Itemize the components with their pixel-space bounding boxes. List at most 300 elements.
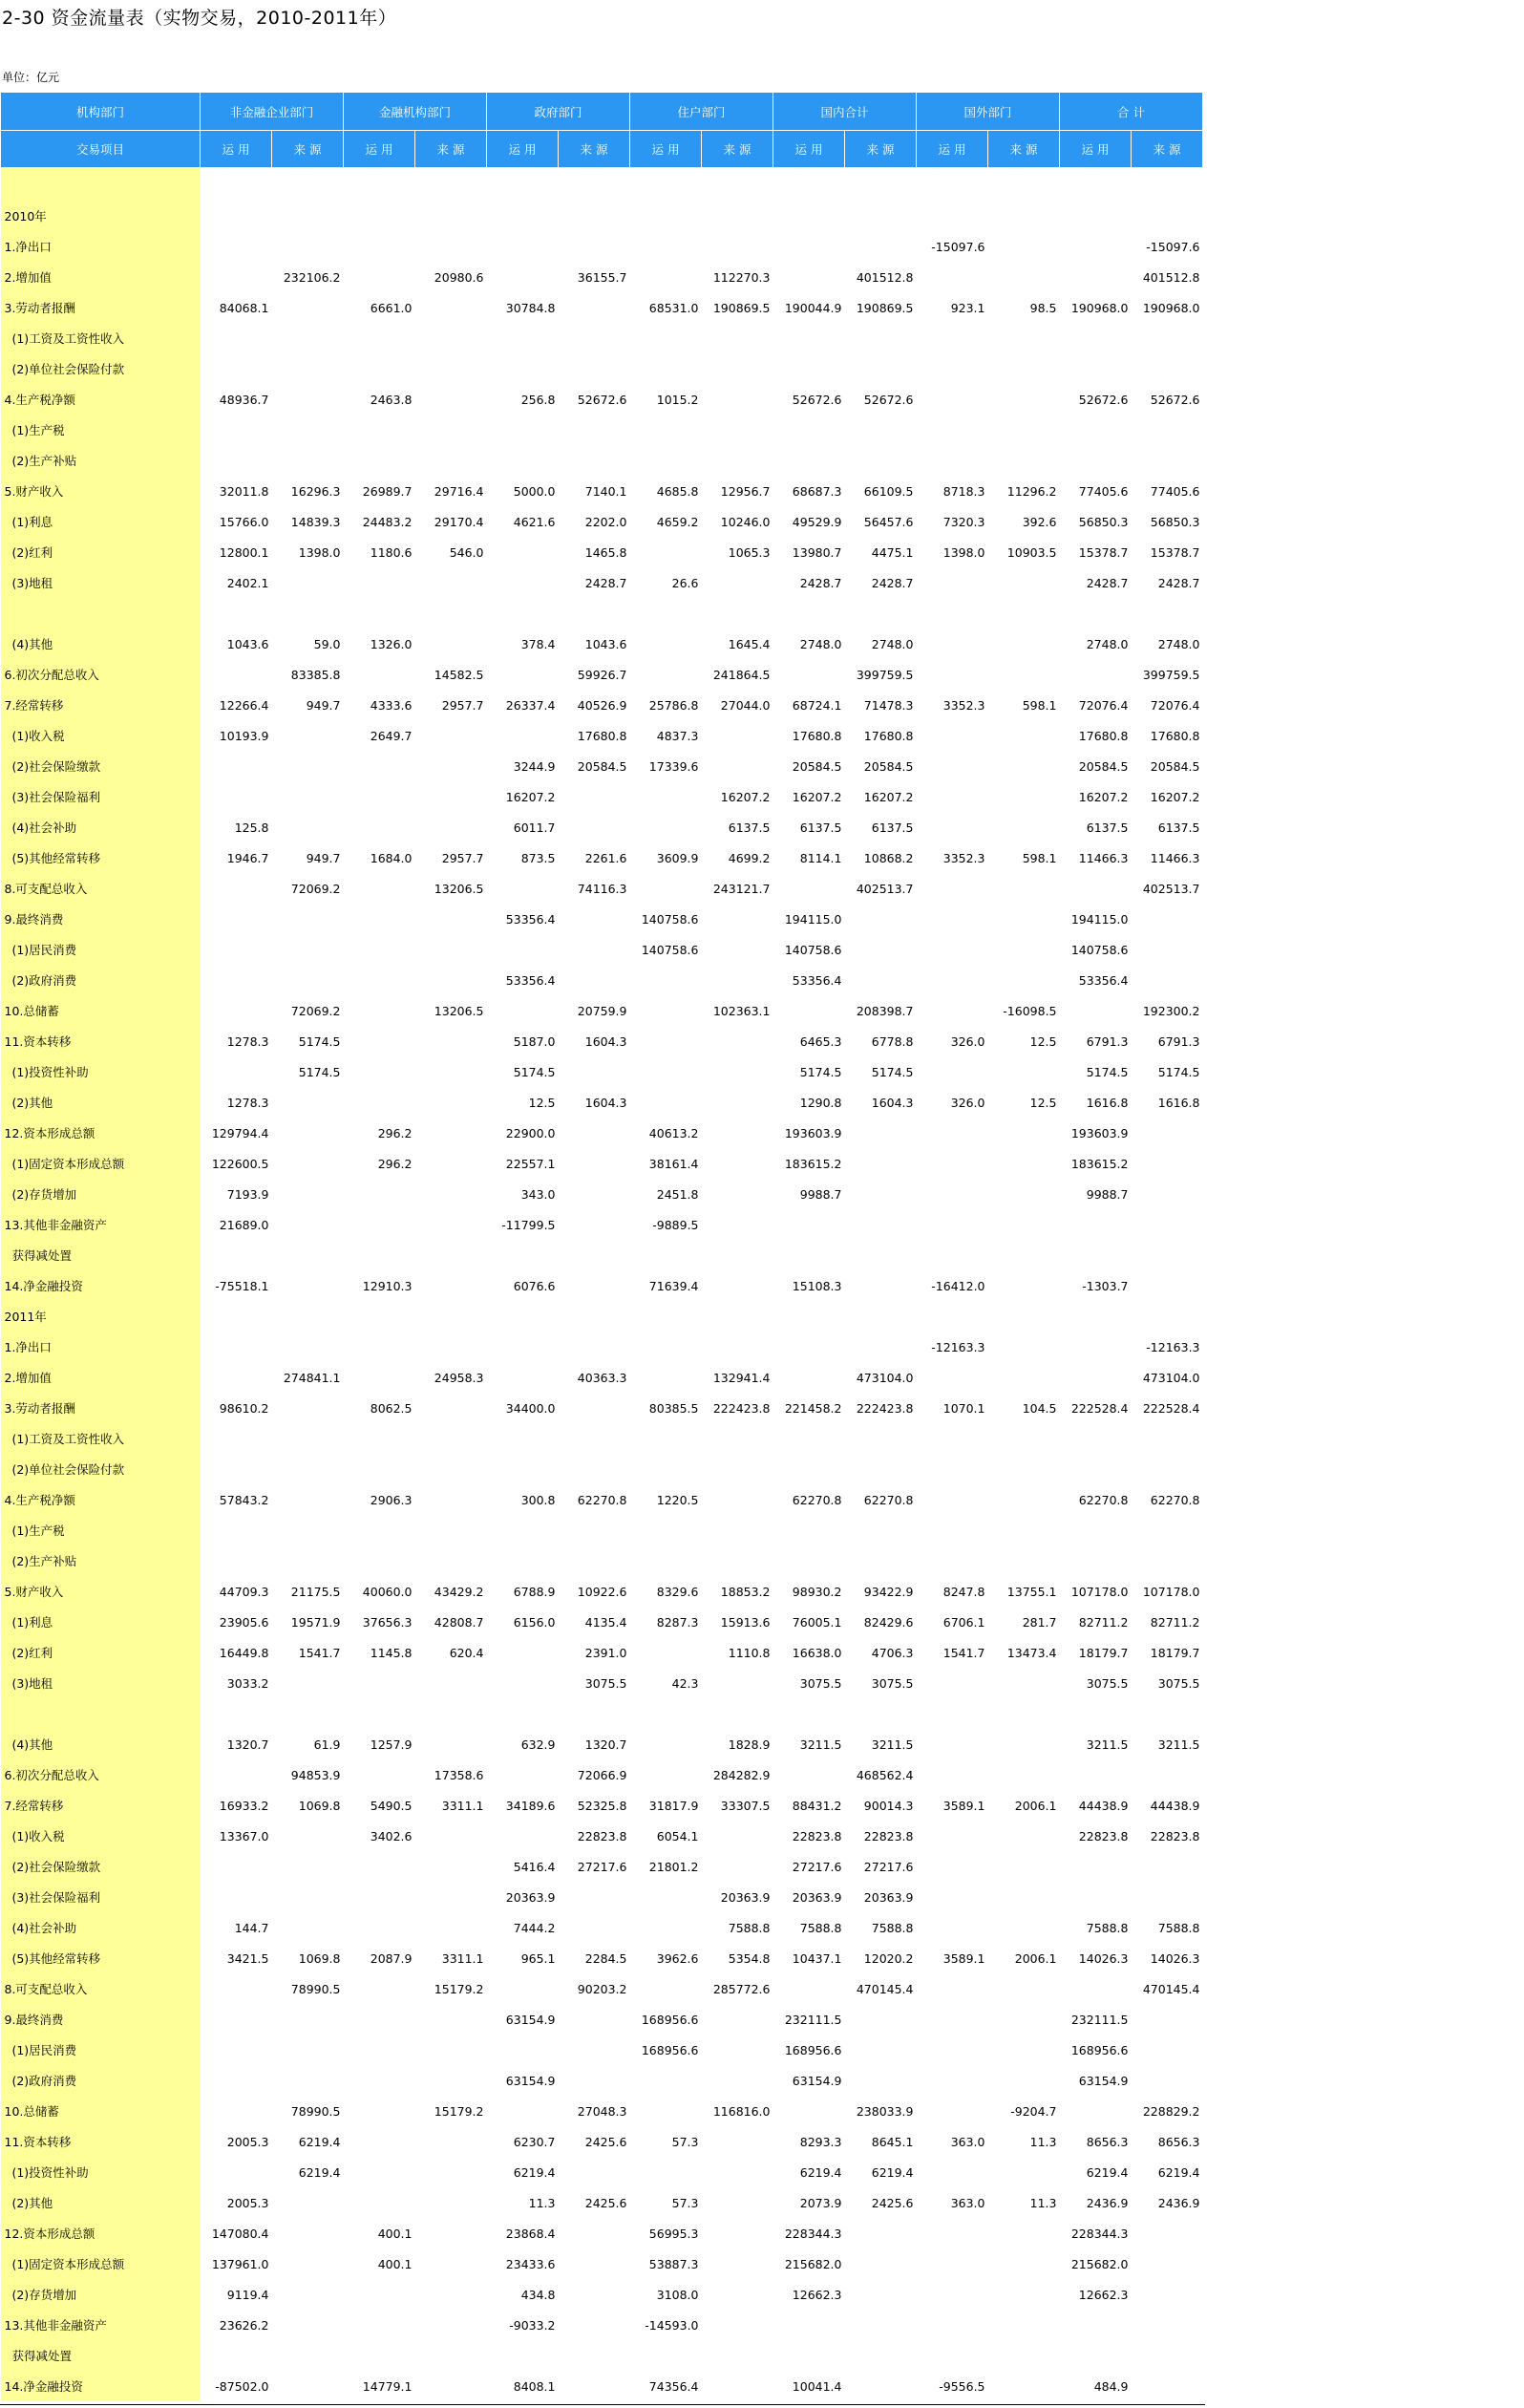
value-cell [917,1454,988,1484]
value-cell: 1290.8 [799,1095,842,1110]
value-cell: 1465.8 [584,544,627,560]
value-cell [272,445,344,476]
value-cell: -75518.1 [215,1278,269,1293]
value-cell [702,2279,773,2310]
value-cell [630,1912,702,1943]
value-cell [415,1882,487,1912]
value-cell [773,2096,845,2126]
value-cell: 22823.8 [1078,1828,1129,1843]
value-cell [1132,965,1203,995]
value-cell: 1145.8 [370,1645,413,1660]
value-cell [917,995,988,1026]
value-cell: 274841.1 [283,1370,341,1385]
value-cell: 2073.9 [799,2195,842,2210]
value-cell [344,751,415,781]
value-cell [988,2157,1060,2187]
value-cell [272,1454,344,1484]
value-cell [1132,2371,1203,2401]
value-cell: 222423.8 [856,1400,914,1416]
value-cell [917,1179,988,1209]
value-cell: 194115.0 [784,911,842,927]
value-cell [1132,1301,1203,1332]
value-cell [702,2187,773,2218]
value-cell: 2436.9 [1086,2195,1129,2210]
value-cell: 23626.2 [219,2317,269,2333]
value-cell: 241864.5 [712,667,771,682]
value-cell [988,1118,1060,1148]
value-cell: 2428.7 [1157,575,1200,590]
value-cell [415,1851,487,1882]
sector-header: 非金融企业部门 [201,93,344,131]
value-cell [201,1515,272,1545]
value-cell: 15378.7 [1078,544,1129,560]
value-cell: 8062.5 [370,1400,413,1416]
value-cell [773,1545,845,1576]
value-cell [559,1056,630,1087]
value-cell [201,965,272,995]
table-row [1,1209,1203,1240]
table-row [1,1026,1203,1056]
use-header: 运 用 [201,131,272,168]
value-cell [702,904,773,934]
row-label: 获得减处置 [1,2340,201,2371]
value-cell [344,1362,415,1393]
value-cell [917,1148,988,1179]
value-cell [415,1179,487,1209]
value-cell [1060,1332,1132,1362]
value-cell: 9119.4 [226,2287,269,2302]
value-cell [630,2065,702,2096]
use-header: 运 用 [917,131,988,168]
value-cell: 2006.1 [1014,1798,1057,1813]
value-cell [845,1270,917,1301]
value-cell [917,1729,988,1759]
value-cell [272,2035,344,2065]
table-row [1,323,1203,353]
value-cell [415,2065,487,2096]
header-row-use-source [1,131,1203,168]
value-cell: 3421.5 [226,1950,269,1966]
value-cell [201,1240,272,1270]
value-cell [487,1240,559,1270]
value-cell [559,2218,630,2248]
value-cell [344,2126,415,2157]
value-cell [201,415,272,445]
value-cell: 6219.4 [298,2134,341,2149]
value-cell [344,2035,415,2065]
value-cell [415,231,487,262]
value-cell: 29716.4 [434,483,484,499]
value-cell: 1320.7 [584,1737,627,1752]
value-cell [773,1423,845,1454]
value-cell [988,2035,1060,2065]
row-label: (1)生产税 [1,1515,201,1545]
value-cell: 473104.0 [1142,1370,1200,1385]
value-cell: 77405.6 [1078,483,1129,499]
value-cell [344,873,415,904]
value-cell: 16207.2 [505,789,556,804]
value-cell: 363.0 [950,2195,985,2210]
value-cell: 14779.1 [362,2378,413,2394]
value-cell [702,1698,773,1729]
value-cell [344,1087,415,1118]
value-cell: 4699.2 [728,850,771,865]
value-cell [1060,2340,1132,2371]
value-cell: 192300.2 [1142,1003,1200,1018]
value-cell: 6706.1 [942,1614,985,1630]
value-cell [344,1301,415,1332]
value-cell: 1110.8 [728,1645,771,1660]
value-cell [559,2004,630,2035]
value-cell [272,1148,344,1179]
value-cell: 16207.2 [792,789,842,804]
value-cell [845,2065,917,2096]
value-cell: 5490.5 [370,1798,413,1813]
value-cell: 326.0 [950,1095,985,1110]
value-cell: 8645.1 [871,2134,914,2149]
value-cell [988,1515,1060,1545]
value-cell [415,1270,487,1301]
value-cell [272,1851,344,1882]
row-label: (1)收入税 [1,720,201,751]
table-row [1,1637,1203,1668]
value-cell [917,2157,988,2187]
value-cell: 53356.4 [505,911,556,927]
value-cell: 285772.6 [712,1981,771,1996]
value-cell [344,231,415,262]
value-cell: 80385.5 [648,1400,699,1416]
value-cell: 22823.8 [792,1828,842,1843]
value-cell: 6054.1 [656,1828,699,1843]
value-cell: 1180.6 [370,544,413,560]
source-header: 来 源 [415,131,487,168]
value-cell [845,2371,917,2401]
value-cell [702,1332,773,1362]
value-cell: 13206.5 [434,1003,484,1018]
value-cell [344,934,415,965]
value-cell: 74356.4 [648,2378,699,2394]
value-cell [344,262,415,292]
value-cell: 221458.2 [784,1400,842,1416]
value-cell [272,751,344,781]
value-cell [272,1484,344,1515]
value-cell [702,2310,773,2340]
value-cell [201,934,272,965]
value-cell [630,812,702,842]
value-cell: 10922.6 [577,1584,627,1599]
value-cell [1132,415,1203,445]
value-cell [559,353,630,384]
value-cell [702,353,773,384]
value-cell: 12662.3 [792,2287,842,2302]
value-cell [344,598,415,629]
table-row [1,1943,1203,1973]
value-cell [773,1515,845,1545]
value-cell: 48936.7 [219,392,269,407]
value-cell [702,1118,773,1148]
value-cell [1132,1454,1203,1484]
value-cell [201,201,272,231]
value-cell: 965.1 [520,1950,556,1966]
value-cell: 2436.9 [1157,2195,1200,2210]
value-cell [630,1759,702,1790]
value-cell: 44709.3 [219,1584,269,1599]
value-cell [773,353,845,384]
value-cell: 183615.2 [784,1156,842,1171]
value-cell [988,1056,1060,1087]
table-row [1,537,1203,567]
row-label: 8.可支配总收入 [1,1973,201,2004]
row-label: 2010年 [1,201,201,231]
value-cell: 24483.2 [362,514,413,529]
value-cell: 228829.2 [1142,2103,1200,2119]
value-cell: 22823.8 [863,1828,914,1843]
value-cell: 470145.4 [1142,1981,1200,1996]
row-label: (1)收入税 [1,1821,201,1851]
value-cell [773,659,845,690]
value-cell: 72076.4 [1078,697,1129,713]
value-cell [415,1698,487,1729]
value-cell: 3075.5 [799,1675,842,1691]
value-cell [344,201,415,231]
value-cell [773,1362,845,1393]
value-cell: -16412.0 [931,1278,985,1293]
value-cell [845,353,917,384]
value-cell [344,659,415,690]
value-cell [487,720,559,751]
row-label: 11.资本转移 [1,2126,201,2157]
value-cell: 122600.5 [211,1156,269,1171]
value-cell [917,1545,988,1576]
value-cell [487,445,559,476]
value-cell [702,1821,773,1851]
value-cell: 193603.9 [1070,1125,1129,1140]
value-cell: 598.1 [1022,697,1057,713]
value-cell: 40363.3 [577,1370,627,1385]
value-cell: 15179.2 [434,1981,484,1996]
value-cell: 484.9 [1093,2378,1129,2394]
value-cell [630,1301,702,1332]
value-cell [630,1056,702,1087]
table-row [1,1790,1203,1821]
source-header: 来 源 [559,131,630,168]
value-cell [415,2340,487,2371]
value-cell [415,567,487,598]
value-cell [201,659,272,690]
value-cell [201,904,272,934]
value-cell [702,2218,773,2248]
value-cell [201,598,272,629]
row-label: 7.经常转移 [1,690,201,720]
value-cell [773,873,845,904]
value-cell [272,1179,344,1209]
value-cell: 15913.6 [720,1614,771,1630]
value-cell: 1015.2 [656,392,699,407]
value-cell [988,1973,1060,2004]
value-cell [272,292,344,323]
value-cell [272,1393,344,1423]
value-cell [988,445,1060,476]
value-cell: 16207.2 [720,789,771,804]
value-cell [988,720,1060,751]
value-cell [702,567,773,598]
value-cell: 57843.2 [219,1492,269,1507]
value-cell [917,1882,988,1912]
value-cell [845,1240,917,1270]
value-cell [559,965,630,995]
value-cell: 3352.3 [942,697,985,713]
value-cell [201,1362,272,1393]
value-cell: 6076.6 [513,1278,556,1293]
value-cell [1132,445,1203,476]
table-row [1,1118,1203,1148]
value-cell [773,1240,845,1270]
table-row [1,842,1203,873]
value-cell [917,1851,988,1882]
value-cell [201,262,272,292]
value-cell: 26989.7 [362,483,413,499]
value-cell: 6778.8 [871,1034,914,1049]
table-row [1,1332,1203,1362]
value-cell: 63154.9 [1078,2073,1129,2088]
value-cell [272,965,344,995]
value-cell: 6219.4 [513,2164,556,2180]
table-row [1,904,1203,934]
value-cell [487,201,559,231]
value-cell [917,262,988,292]
value-cell: 2451.8 [656,1186,699,1202]
value-cell [415,1332,487,1362]
value-cell: 53887.3 [648,2256,699,2271]
value-cell: 20363.9 [792,1889,842,1905]
value-cell [559,904,630,934]
value-cell: 62270.8 [577,1492,627,1507]
value-cell: 18853.2 [720,1584,771,1599]
value-cell [988,934,1060,965]
value-cell [201,781,272,812]
value-cell: 2087.9 [370,1950,413,1966]
value-cell: 17680.8 [1150,728,1200,743]
table-row [1,1882,1203,1912]
value-cell [917,384,988,415]
value-cell [845,415,917,445]
value-cell [201,2004,272,2035]
value-cell: 2748.0 [799,636,842,651]
source-header: 来 源 [845,131,917,168]
table-row [1,506,1203,537]
value-cell [917,2218,988,2248]
value-cell [630,445,702,476]
value-cell [1132,2340,1203,2371]
value-cell [487,598,559,629]
value-cell [702,1087,773,1118]
value-cell: 98.5 [1029,300,1057,315]
row-label: (2)单位社会保险付款 [1,353,201,384]
row-label: (2)生产补贴 [1,445,201,476]
row-label: (2)其他 [1,1087,201,1118]
value-cell: 13473.4 [1006,1645,1057,1660]
row-label: (1)生产税 [1,415,201,445]
value-cell: 102363.1 [712,1003,771,1018]
value-cell [988,629,1060,659]
value-cell: 68687.3 [792,483,842,499]
value-cell [487,659,559,690]
value-cell [988,1851,1060,1882]
flow-of-funds-table [0,92,1203,2401]
table-row [1,1087,1203,1118]
row-label: 2.增加值 [1,262,201,292]
value-cell: 71639.4 [648,1278,699,1293]
value-cell: 144.7 [234,1920,269,1935]
value-cell [630,598,702,629]
value-cell [988,2218,1060,2248]
value-cell: 11.3 [1029,2134,1057,2149]
table-row [1,415,1203,445]
value-cell: 21801.2 [648,1859,699,1874]
value-cell [201,1454,272,1484]
value-cell: 98610.2 [219,1400,269,1416]
value-cell: 20363.9 [720,1889,771,1905]
row-label: 11.资本转移 [1,1026,201,1056]
value-cell [917,1821,988,1851]
value-cell: 56850.3 [1078,514,1129,529]
value-cell [702,1240,773,1270]
value-cell: 3075.5 [1086,1675,1129,1691]
value-cell: 6791.3 [1157,1034,1200,1049]
value-cell: 8329.6 [656,1584,699,1599]
value-cell: 14026.3 [1150,1950,1200,1966]
value-cell: 4333.6 [370,697,413,713]
value-cell: 83385.8 [290,667,341,682]
value-cell [415,1454,487,1484]
value-cell [415,2004,487,2035]
table-row [1,476,1203,506]
value-cell: 256.8 [520,392,556,407]
value-cell [201,1545,272,1576]
value-cell [988,1454,1060,1484]
value-cell: 6788.9 [513,1584,556,1599]
value-cell [988,1545,1060,1576]
value-cell [272,1545,344,1576]
value-cell: 215682.0 [784,2256,842,2271]
value-cell [773,415,845,445]
row-label: 9.最终消费 [1,2004,201,2035]
value-cell [272,1240,344,1270]
value-cell [630,1087,702,1118]
value-cell [845,1301,917,1332]
value-cell [988,2065,1060,2096]
value-cell [917,1423,988,1454]
value-cell [917,1515,988,1545]
value-cell: 68724.1 [792,697,842,713]
value-cell: 296.2 [377,1156,413,1171]
table-row [1,1698,1203,1729]
value-cell: 16449.8 [219,1645,269,1660]
value-cell: 1616.8 [1157,1095,1200,1110]
value-cell [630,629,702,659]
value-cell [344,1179,415,1209]
sector-header: 金融机构部门 [344,93,487,131]
value-cell [917,1301,988,1332]
value-cell [1060,1973,1132,2004]
value-cell [917,1698,988,1729]
row-label: (3)社会保险福利 [1,1882,201,1912]
value-cell: 15108.3 [792,1278,842,1293]
value-cell [845,2248,917,2279]
value-cell: 1604.3 [584,1095,627,1110]
value-cell: 12266.4 [219,697,269,713]
value-cell [559,1882,630,1912]
